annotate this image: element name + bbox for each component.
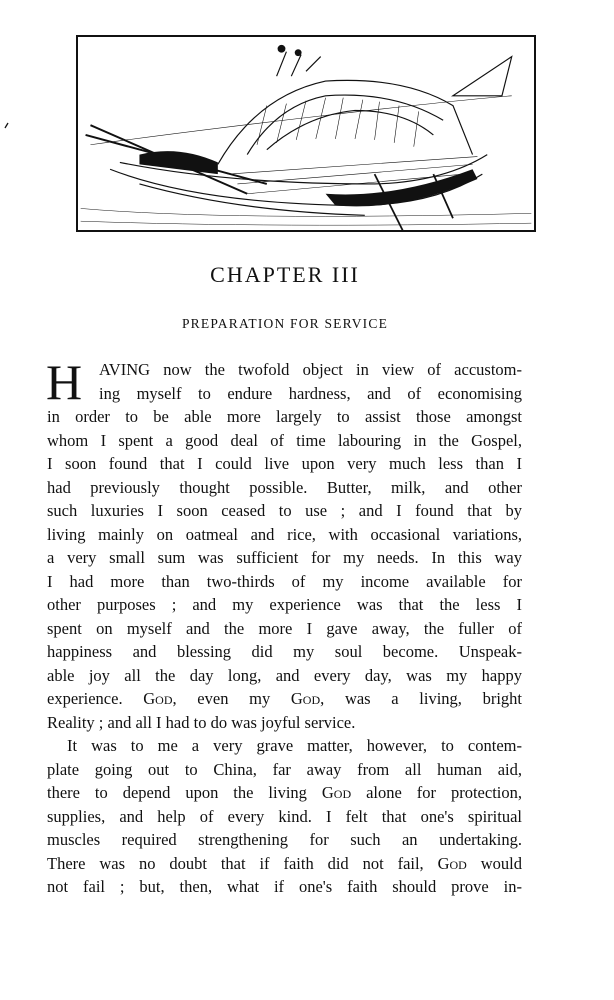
text-line: able joy all the day long, and every day, was my happy [47, 665, 522, 685]
boat-engraving-image [78, 37, 534, 230]
chapter-title: CHAPTER III [210, 262, 360, 287]
small-caps-word: God [290, 689, 321, 708]
text-line: not fail ; but, then, what if one's faith should prove in- [47, 877, 522, 896]
text-line: supplies, and help of every kind. I felt that one's spiritual [47, 806, 522, 826]
chapter-body [46, 354, 522, 899]
text-line: I soon found that I could live upon very much less than I [47, 454, 522, 473]
small-caps-word: God [321, 783, 352, 802]
drop-cap: H [46, 354, 83, 410]
text-line: ing myself to endure hardness, and of economising [99, 383, 522, 403]
text-line: plate going out to China, far away from all human aid, [47, 759, 522, 779]
text-line: Reality ; and all I had to do was joyful service. [47, 712, 356, 732]
scan-mark [4, 122, 9, 129]
small-caps-word: God [437, 853, 467, 873]
chapter-header-illustration [76, 35, 536, 232]
text-line: It was to me a very grave matter, however, to contem- [67, 736, 522, 755]
text-line: There was no doubt that if faith did not fail, God would [47, 853, 522, 873]
text-line: had previously thought possible. Butter, milk, and other [47, 477, 522, 497]
text-line: whom I spent a good deal of time labouring in the Gospel, [47, 430, 522, 450]
text-line: living mainly on oatmeal and rice, with occasional variations, [47, 524, 522, 544]
text-line: there to depend upon the living God alone for protection, [47, 783, 522, 802]
text-line: such luxuries I soon ceased to use ; and I found that by [47, 501, 522, 520]
text-line: happiness and blessing did my soul become. Unspeak- [47, 642, 522, 661]
text-line: a very small sum was sufficient for my needs. In this way [47, 548, 522, 567]
text-line: in order to be able more largely to assist those amongst [47, 407, 522, 426]
small-caps-word: God [143, 689, 173, 708]
text-line: spent on myself and the more I gave away, the fuller of [47, 618, 522, 638]
text-line: muscles required strengthening for such an undertaking. [47, 830, 522, 849]
chapter-subtitle: PREPARATION FOR SERVICE [181, 316, 389, 331]
text-line: I had more than two-thirds of my income available for [47, 571, 522, 591]
text-line: other purposes ; and my experience was that the less I [47, 595, 522, 614]
text-line: experience. God, even my God, was a living, bright [47, 689, 522, 708]
text-line: AVING now the twofold object in view of accustom- [99, 360, 522, 379]
